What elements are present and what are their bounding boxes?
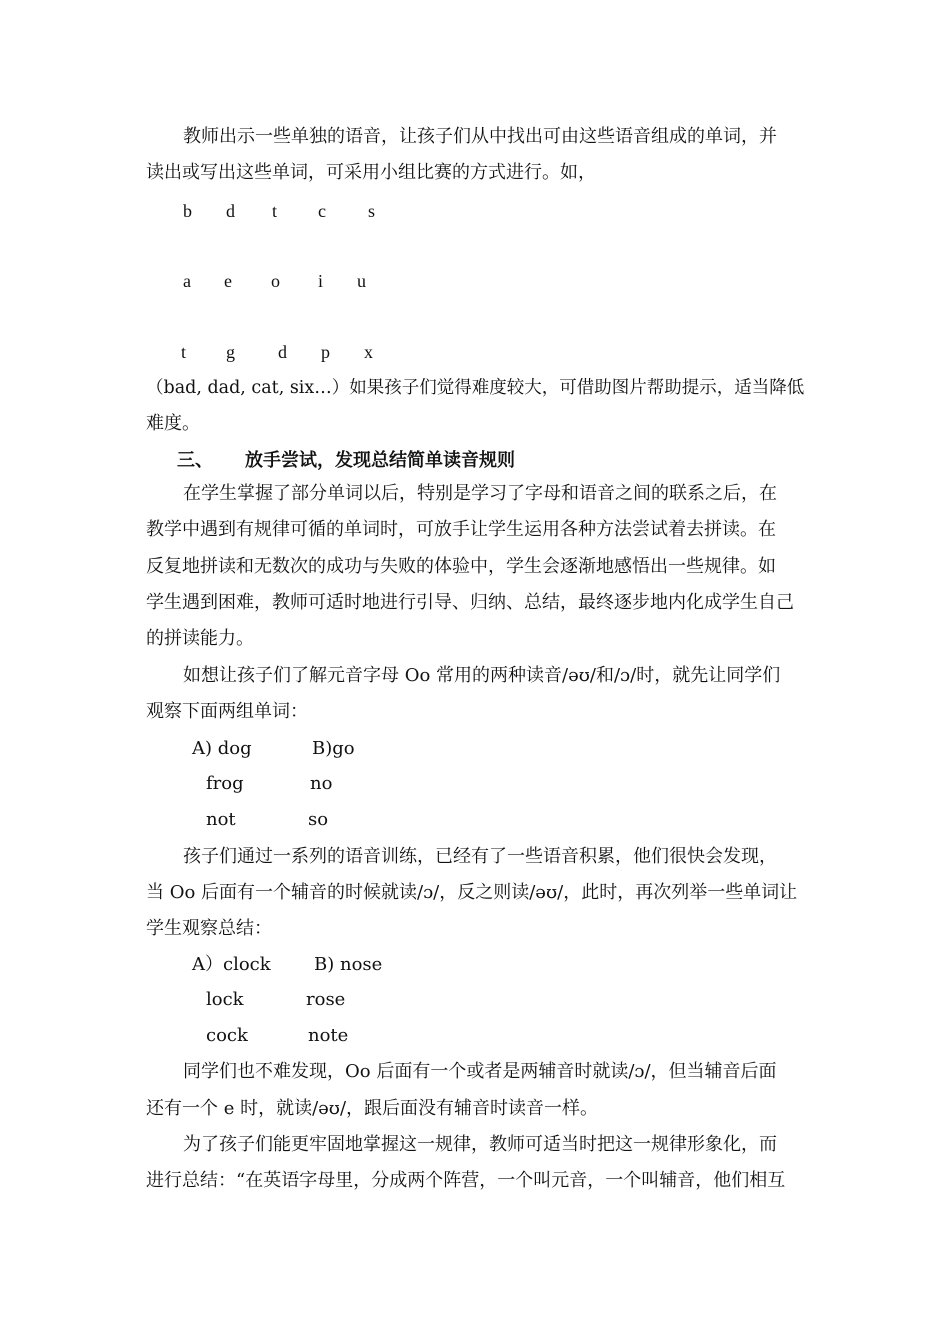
- group-b-word: so: [308, 809, 329, 830]
- para4-line: 同学们也不难发现，Oo 后面有一个或者是两辅音时就读/ɔ/，但当辅音后面: [183, 1061, 777, 1082]
- group-a-word: lock: [206, 989, 244, 1010]
- para1-line: 教学中遇到有规律可循的单词时，可放手让学生运用各种方法尝试着去拼读。在: [146, 519, 776, 540]
- example-note-line-2: 难度。: [146, 413, 200, 434]
- group-a-word: not: [206, 809, 236, 830]
- letter: s: [368, 201, 376, 221]
- letter: p: [321, 342, 330, 362]
- group-b-word: note: [308, 1025, 349, 1046]
- letter: u: [357, 271, 366, 291]
- letter: d: [278, 342, 287, 362]
- para1-line: 在学生掌握了部分单词以后，特别是学习了字母和语音之间的联系之后，在: [183, 483, 777, 504]
- para1-line: 的拼读能力。: [146, 628, 254, 649]
- group-b-word: rose: [306, 989, 346, 1010]
- section-number: 三、: [177, 450, 213, 471]
- letter: t: [181, 342, 187, 362]
- para1-line: 学生遇到困难，教师可适时地进行引导、归纳、总结，最终逐步地内化成学生自己: [146, 592, 794, 613]
- para1-line: 反复地拼读和无数次的成功与失败的体验中，学生会逐渐地感悟出一些规律。如: [146, 556, 776, 577]
- intro-line-1: 教师出示一些单独的语音，让孩子们从中找出可由这些语音组成的单词，并: [183, 126, 777, 147]
- para4-line: 还有一个 e 时，就读/əʊ/，跟后面没有辅音时读音一样。: [146, 1098, 599, 1119]
- letter: b: [183, 201, 192, 221]
- para5-line: 为了孩子们能更牢固地掌握这一规律，教师可适当时把这一规律形象化，而: [183, 1134, 777, 1155]
- letter: a: [183, 271, 191, 291]
- letter: c: [318, 201, 326, 221]
- group-b-word: B)go: [312, 738, 355, 759]
- group-b-word: no: [310, 773, 333, 794]
- para5-line: 进行总结：“在英语字母里，分成两个阵营，一个叫元音，一个叫辅音，他们相互: [146, 1170, 786, 1191]
- group-a-word: A）clock: [192, 954, 271, 975]
- section-title: 放手尝试，发现总结简单读音规则: [245, 450, 515, 471]
- letter: i: [318, 271, 324, 291]
- letter: x: [364, 342, 373, 362]
- para3-line: 学生观察总结：: [146, 918, 272, 939]
- example-note-line-1: （bad, dad, cat, six…）如果孩子们觉得难度较大，可借助图片帮助提示，适当降低: [146, 378, 805, 398]
- group-a-word: A) dog: [192, 738, 252, 759]
- letter: d: [226, 201, 235, 221]
- para3-line: 当 Oo 后面有一个辅音的时候就读/ɔ/，反之则读/əʊ/，此时，再次列举一些单词让: [146, 882, 798, 903]
- letter: e: [224, 271, 232, 291]
- letter: g: [226, 342, 235, 362]
- letter: t: [272, 201, 278, 221]
- para3-line: 孩子们通过一系列的语音训练，已经有了一些语音积累，他们很快会发现，: [183, 846, 777, 867]
- para2-line: 观察下面两组单词：: [146, 701, 308, 722]
- para2-line: 如想让孩子们了解元音字母 Oo 常用的两种读音/əʊ/和/ɔ/时，就先让同学们: [183, 665, 781, 686]
- group-b-word: B) nose: [314, 954, 383, 975]
- intro-line-2: 读出或写出这些单词，可采用小组比赛的方式进行。如，: [146, 162, 596, 183]
- group-a-word: cock: [206, 1025, 248, 1046]
- letter: o: [271, 271, 280, 291]
- group-a-word: frog: [206, 773, 244, 794]
